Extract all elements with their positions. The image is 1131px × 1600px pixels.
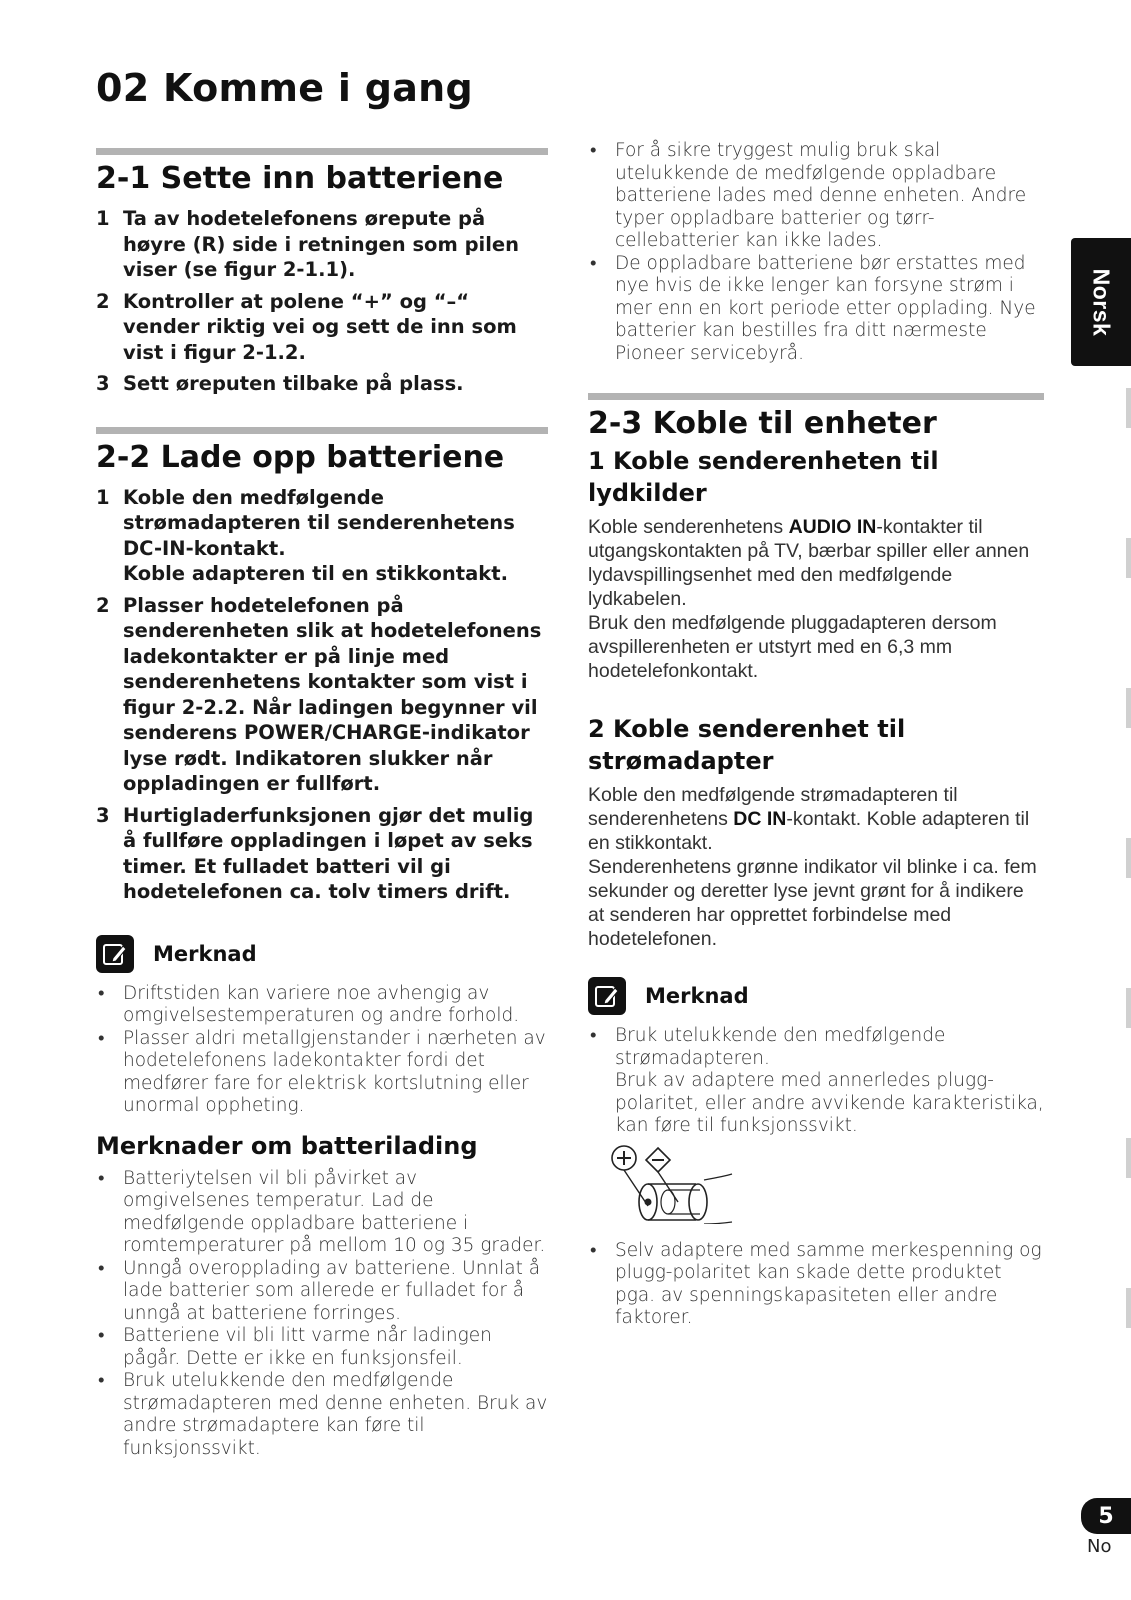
section-title-charge-batteries: 2-2 Lade opp batteriene — [96, 439, 505, 475]
edge-mark — [1126, 688, 1131, 728]
list-item: 2 Kontroller at polene “+” og “–“ vender riktig vei og sett de inn som vist i figur 2-1.2. — [96, 289, 517, 364]
adapter-notes-list — [588, 1025, 1044, 1138]
connect-power-text: Koble den medfølgende strømadapteren til senderenhetens DC IN-kontakt. Koble adapteren til en stikkontakt. — [588, 784, 1030, 854]
edge-mark — [1126, 1288, 1131, 1328]
list-item: 1 Koble den medfølgende strømadapteren til senderenhetens DC-IN-kontakt. Koble adapteren til en stikkontakt. — [96, 485, 515, 585]
list-item: 3 Sett øreputen tilbake på plass. — [96, 372, 464, 395]
battery-notes-list — [96, 1168, 548, 1461]
section-divider — [96, 148, 548, 155]
list-item: • Unngå overopplading av batteriene. Unnlat å lade batterier som allerede er fulladet for å unngå at batteriene forringes. — [96, 1258, 548, 1326]
note-label: Merknad — [153, 941, 257, 966]
note-pencil-icon — [96, 935, 134, 973]
right-column — [588, 140, 1044, 1330]
voltage-notes-list — [588, 1240, 1044, 1330]
chapter-title: 02 Komme i gang — [96, 66, 474, 110]
connect-audio-text: Koble senderenhetens AUDIO IN-kontakter til utgangskontakten på TV, bærbar spiller eller annen lydavspillingsenhet med den medfølgende lydkabelen. — [588, 516, 1030, 610]
left-column — [96, 148, 548, 1460]
section-title-connect-devices: 2-3 Koble til enheter — [588, 406, 937, 441]
note-pencil-icon — [588, 977, 626, 1015]
edge-mark — [1126, 988, 1131, 1028]
edge-mark — [1126, 1138, 1131, 1178]
list-item: • Selv adaptere med samme merkespenning og plugg-polaritet kan skade dette produktet pga. av spenningskapasiteten eller andre faktorer. — [588, 1240, 1044, 1330]
plug-polarity-illustration — [588, 1144, 1044, 1228]
insert-batteries-steps — [96, 206, 548, 397]
language-tab: Norsk — [1071, 238, 1131, 366]
plug-adapter-text: Bruk den medfølgende pluggadapteren dersom avspillerenheten er utstyrt med en 6,3 mm hodetelefonkontakt. — [588, 612, 997, 682]
edge-mark — [1126, 388, 1131, 428]
list-item: • For å sikre tryggest mulig bruk skal utelukkende de medfølgende oppladbare batteriene lades med denne enheten. Andre typer oppladbare batterier og tørr-cellebatterier kan ikke lades. — [588, 140, 1044, 253]
page-number: 5 — [1081, 1498, 1131, 1534]
note-header — [588, 977, 1044, 1015]
note-label: Merknad — [645, 984, 749, 1008]
list-item: • Plasser aldri metallgjenstander i nærheten av hodetelefonens ladekontakter fordi det medfører fare for elektrisk kortslutning eller unormal oppheting. — [96, 1028, 548, 1118]
charge-batteries-steps — [96, 485, 548, 905]
list-item: • Bruk utelukkende den medfølgende strømadapteren. Bruk av adaptere med annerledes plugg-polaritet, eller andre avvikende karakteristika, kan føre til funksjonssvikt. — [588, 1025, 1044, 1138]
section-title-insert-batteries: 2-1 Sette inn batteriene — [96, 161, 504, 196]
indicator-text: Senderenhetens grønne indikator vil blinke i ca. fem sekunder og deretter lyse jevnt grønt for å indikere at senderen har opprettet forbindelse med hodetelefonen. — [588, 856, 1037, 950]
connect-audio-heading: 1 Koble senderenheten til lydkilder — [588, 447, 939, 507]
edge-mark — [1126, 538, 1131, 578]
list-item: 3 Hurtigladerfunksjonen gjør det mulig å fullføre oppladingen i løpet av seks timer. Et fulladet batteri vil gi hodetelefonen ca. tolv timers drift. — [96, 803, 534, 903]
list-item: 1 Ta av hodetelefonens ørepute på høyre (R) side i retningen som pilen viser (se figur 2-1.1). — [96, 207, 519, 281]
battery-notes-heading: Merknader om batterilading — [96, 1131, 478, 1160]
charging-notes-list — [96, 983, 548, 1118]
list-item: 2 Plasser hodetelefonen på senderenheten slik at hodetelefonens ladekontakter er på linje med senderenhetens kontakter som vist i figur 2-2.2. Når ladingen begynner vil senderens POWER/CHARGE-indikator lyse rødt. Indikatoren slukker når oppladingen er fullført. — [96, 593, 542, 795]
list-item: • Bruk utelukkende den medfølgende strømadapteren med denne enheten. Bruk av andre strømadaptere kan føre til funksjonssvikt. — [96, 1370, 548, 1460]
section-divider — [588, 393, 1044, 400]
language-code: No — [1087, 1536, 1112, 1557]
battery-safety-list — [588, 140, 1044, 365]
connect-power-heading: 2 Koble senderenhet til strømadapter — [588, 715, 906, 775]
list-item: • Batteriytelsen vil bli påvirket av omgivelsenes temperatur. Lad de medfølgende oppladbare batteriene i romtemperaturer på mellom 10 og 35 grader. — [96, 1168, 548, 1258]
list-item: • Batteriene vil bli litt varme når ladingen pågår. Dette er ikke en funksjonsfeil. — [96, 1325, 548, 1370]
section-divider — [96, 427, 548, 434]
list-item: • De oppladbare batteriene bør erstattes med nye hvis de ikke lenger kan forsyne strøm i mer enn en kort periode etter opplading. Nye batterier kan bestilles fra ditt nærmeste Pioneer servicebyrå. — [588, 253, 1044, 366]
edge-mark — [1126, 838, 1131, 878]
list-item: • Driftstiden kan variere noe avhengig av omgivelsestemperaturen og andre forhold. — [96, 983, 548, 1028]
note-header — [96, 935, 548, 973]
